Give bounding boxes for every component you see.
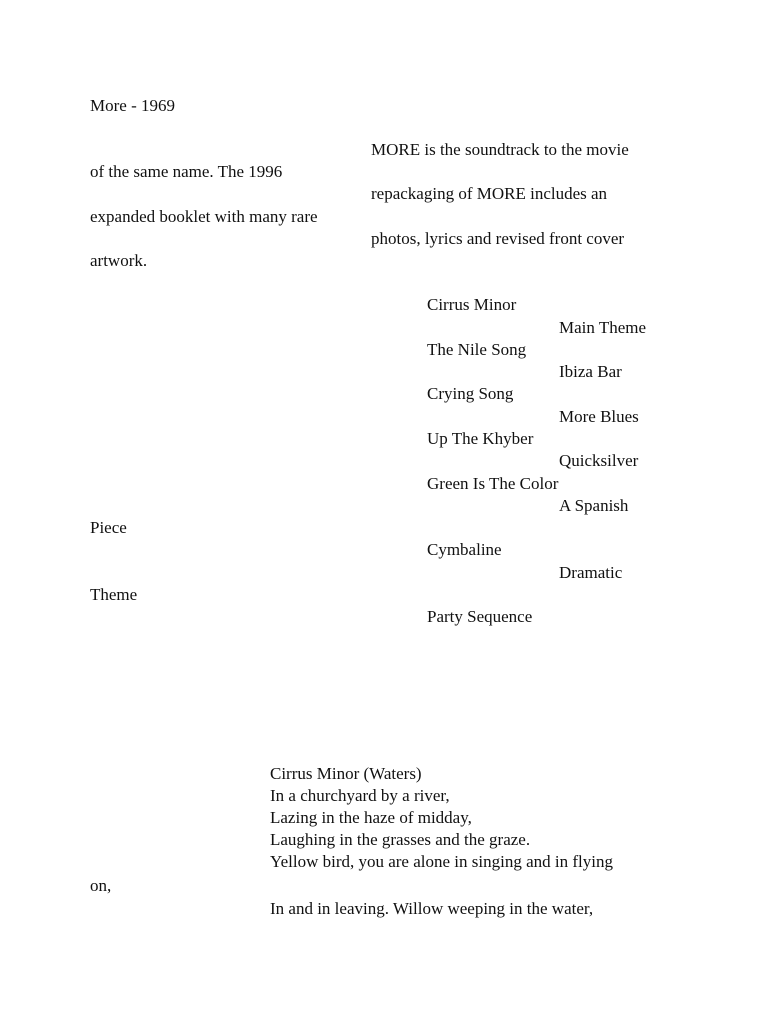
intro-line: repackaging of MORE includes an (371, 184, 608, 203)
lyrics-line: In a churchyard by a river, (270, 786, 450, 805)
intro-line: photos, lyrics and revised front cover (371, 229, 625, 248)
intro-line: of the same name. The 1996 (90, 162, 283, 181)
track-item: Green Is The Color (427, 474, 559, 493)
document-title: More - 1969 (90, 96, 175, 115)
track-item: Quicksilver (559, 451, 639, 470)
track-item: Theme (90, 585, 138, 604)
track-item: The Nile Song (427, 340, 527, 359)
track-item: Party Sequence (427, 607, 533, 626)
lyrics-line: on, (90, 876, 112, 895)
intro-line: artwork. (90, 251, 148, 270)
lyrics-line: Lazing in the haze of midday, (270, 808, 472, 827)
track-item: Cymbaline (427, 540, 502, 559)
intro-line: MORE is the soundtrack to the movie (371, 140, 629, 159)
track-item: Cirrus Minor (427, 295, 517, 314)
lyrics-line: In and in leaving. Willow weeping in the water, (270, 899, 594, 918)
intro-line: expanded booklet with many rare (90, 207, 318, 226)
track-item: Main Theme (559, 318, 647, 337)
track-item: Piece (90, 518, 127, 537)
lyrics-heading: Cirrus Minor (Waters) (270, 764, 422, 783)
track-item: Dramatic (559, 563, 623, 582)
track-item: Crying Song (427, 384, 514, 403)
track-item: Ibiza Bar (559, 362, 622, 381)
track-item: Up The Khyber (427, 429, 534, 448)
lyrics-line: Laughing in the grasses and the graze. (270, 830, 531, 849)
track-item: A Spanish (559, 496, 629, 515)
track-item: More Blues (559, 407, 639, 426)
lyrics-line: Yellow bird, you are alone in singing and in flying (270, 852, 613, 871)
